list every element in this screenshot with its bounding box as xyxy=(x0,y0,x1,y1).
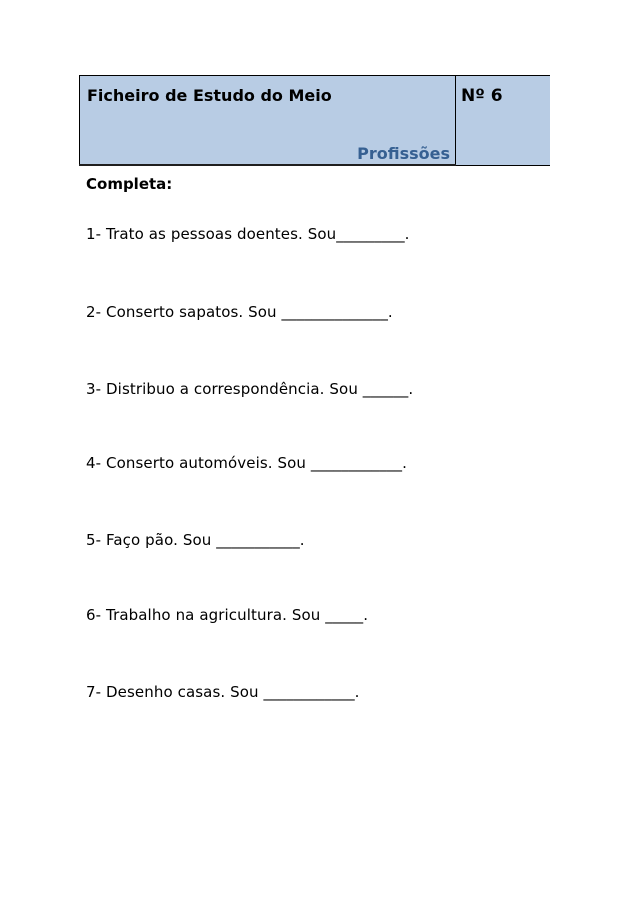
question-5: 5- Faço pão. Sou ___________. xyxy=(86,531,305,549)
header-title-cell xyxy=(80,76,456,166)
instruction-label: Completa: xyxy=(86,175,173,193)
question-6: 6- Trabalho na agricultura. Sou _____. xyxy=(86,606,369,624)
question-7: 7- Desenho casas. Sou ____________. xyxy=(86,683,360,701)
question-3: 3- Distribuo a correspondência. Sou ______. xyxy=(86,380,414,398)
header-number-cell xyxy=(456,76,551,166)
worksheet-title: Ficheiro de Estudo do Meio xyxy=(87,86,332,105)
worksheet-number: Nº 6 xyxy=(461,86,503,106)
worksheet-subtitle: Profissões xyxy=(357,144,450,163)
question-2: 2- Conserto sapatos. Sou ______________. xyxy=(86,303,393,321)
question-1: 1- Trato as pessoas doentes. Sou_________. xyxy=(86,225,410,243)
question-4: 4- Conserto automóveis. Sou ____________. xyxy=(86,454,407,472)
header-box xyxy=(79,75,550,166)
